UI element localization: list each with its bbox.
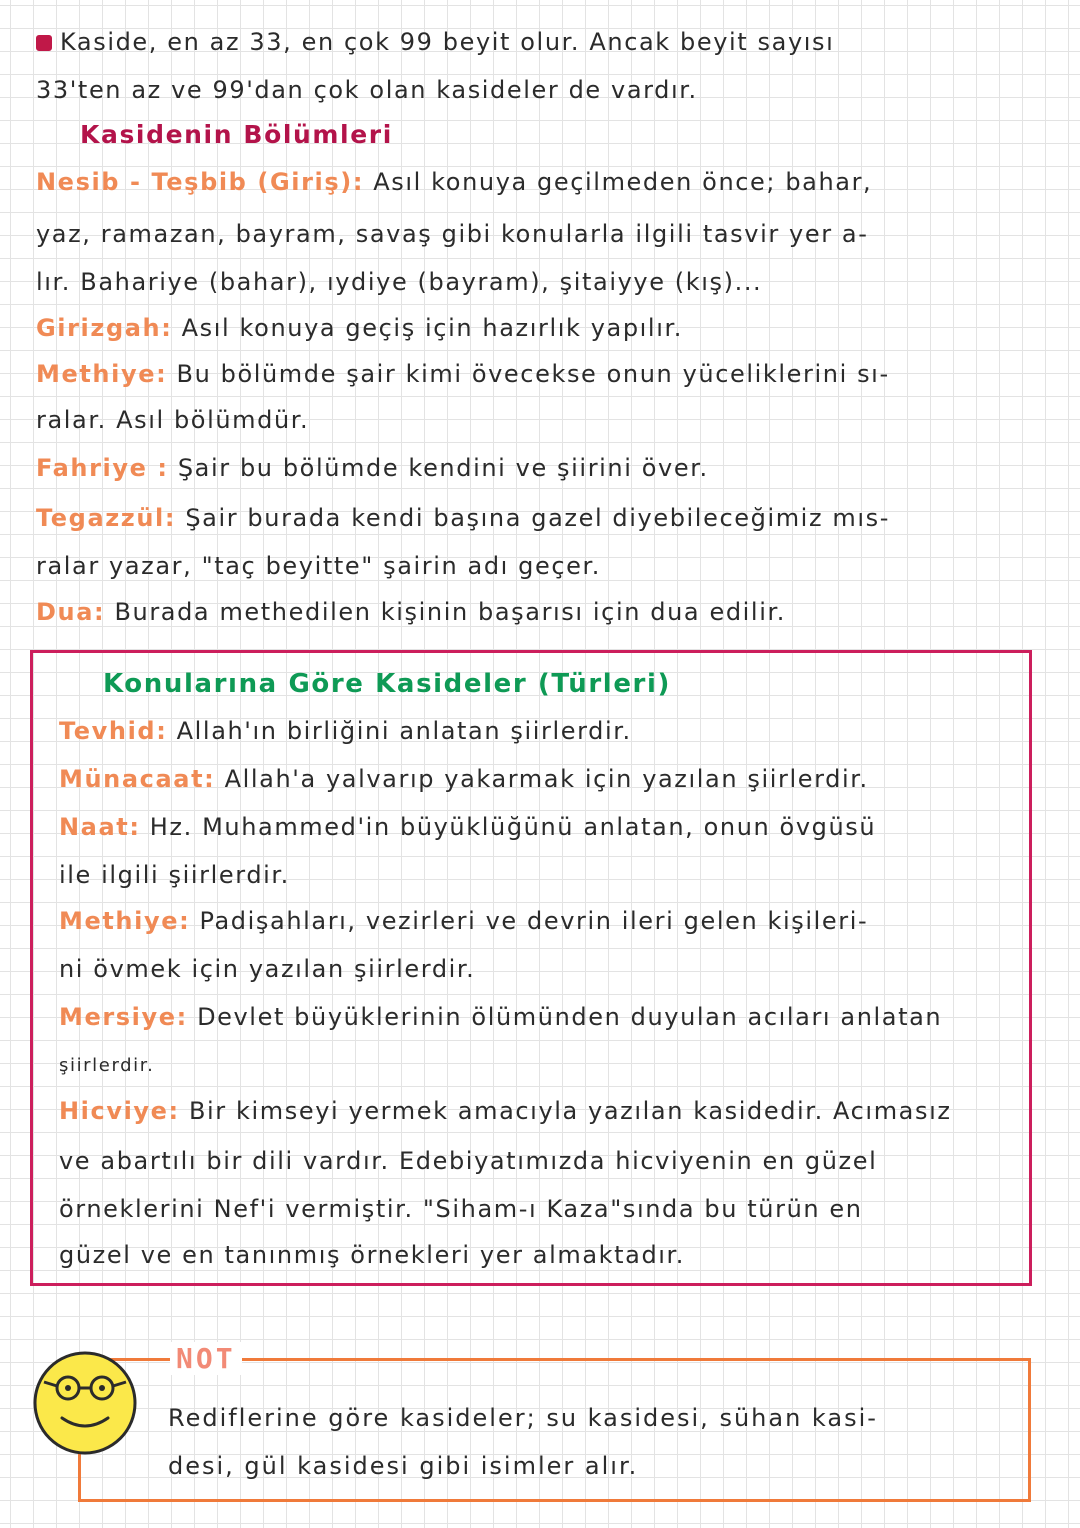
type-naat-line-1	[59, 815, 876, 839]
section-fahriye-term: Fahriye :	[36, 454, 169, 482]
type-tevhid-term: Tevhid:	[59, 717, 168, 745]
type-mersiye-text-1: Devlet büyüklerinin ölümünden duyulan acıları anlatan	[197, 1003, 943, 1031]
section-girizgah	[36, 316, 683, 340]
type-hicviye-line-1	[59, 1099, 952, 1123]
type-munacaat-term: Münacaat:	[59, 765, 216, 793]
section-tegazzul-term: Tegazzül:	[36, 504, 177, 532]
bullet-icon	[36, 35, 52, 51]
intro-line-2: 33'ten az ve 99'dan çok olan kasideler de vardır.	[36, 76, 698, 104]
type-munacaat	[59, 767, 869, 791]
section-tegazzul-line-2: ralar yazar, "taç beyitte" şairin adı geçer.	[36, 552, 602, 580]
type-naat-text-1: Hz. Muhammed'in büyüklüğünü anlatan, onun övgüsü	[149, 813, 877, 841]
type-tevhid	[59, 719, 632, 743]
type-methiye-line-2: ni övmek için yazılan şiirlerdir.	[59, 955, 476, 983]
section-dua	[36, 600, 786, 624]
type-mersiye-line-2: şiirlerdir.	[59, 1055, 155, 1076]
section-nesib-term: Nesib - Teşbib (Giriş):	[36, 168, 365, 196]
type-hicviye-line-3: örneklerini Nef'i vermiştir. "Siham-ı Kaza"sında bu türün en	[59, 1195, 863, 1223]
section-fahriye	[36, 456, 709, 480]
types-heading: Konularına Göre Kasideler (Türleri)	[103, 669, 671, 699]
type-munacaat-text: Allah'a yalvarıp yakarmak için yazılan şiirlerdir.	[224, 765, 869, 793]
smiley-icon	[30, 1348, 140, 1458]
type-methiye-line-1	[59, 909, 868, 933]
section-tegazzul-line-1	[36, 506, 890, 530]
section-nesib-text-1: Asıl konuya geçilmeden önce; bahar,	[373, 168, 873, 196]
note-label: NOT	[170, 1342, 242, 1375]
type-naat-line-2: ile ilgili şiirlerdir.	[59, 861, 290, 889]
type-naat-term: Naat:	[59, 813, 141, 841]
section-nesib-line-2: yaz, ramazan, bayram, savaş gibi konularla ilgili tasvir yer a-	[36, 220, 869, 248]
intro-text-1: Kaside, en az 33, en çok 99 beyit olur. Ancak beyit sayısı	[60, 28, 835, 56]
section-methiye-line-1	[36, 362, 890, 386]
section-dua-term: Dua:	[36, 598, 106, 626]
types-box	[30, 650, 1032, 1286]
type-tevhid-text: Allah'ın birliğini anlatan şiirlerdir.	[176, 717, 632, 745]
section-girizgah-term: Girizgah:	[36, 314, 173, 342]
type-hicviye-line-2: ve abartılı bir dili vardır. Edebiyatımızda hicviyenin en güzel	[59, 1147, 878, 1175]
section-methiye-line-2: ralar. Asıl bölümdür.	[36, 406, 310, 434]
section-nesib-line-3: lır. Bahariye (bahar), ıydiye (bayram), şitaiyye (kış)...	[36, 268, 763, 296]
type-methiye-text-1: Padişahları, vezirleri ve devrin ileri gelen kişileri-	[199, 907, 869, 935]
section-methiye-term: Methiye:	[36, 360, 168, 388]
type-hicviye-line-4: güzel ve en tanınmış örnekleri yer almaktadır.	[59, 1241, 686, 1269]
section-nesib-line-1	[36, 170, 872, 194]
section-tegazzul-text-1: Şair burada kendi başına gazel diyebileceğimiz mıs-	[185, 504, 890, 532]
type-hicviye-text-1: Bir kimseyi yermek amacıyla yazılan kasidedir. Acımasız	[188, 1097, 952, 1125]
section-methiye-text-1: Bu bölümde şair kimi övecekse onun yüceliklerini sı-	[176, 360, 890, 388]
section-dua-text: Burada methedilen kişinin başarısı için dua edilir.	[114, 598, 786, 626]
type-hicviye-term: Hicviye:	[59, 1097, 180, 1125]
section-girizgah-text: Asıl konuya geçiş için hazırlık yapılır.	[181, 314, 683, 342]
sections-heading: Kasidenin Bölümleri	[80, 120, 393, 149]
note-line-1: Rediflerine göre kasideler; su kasidesi, sühan kasi-	[168, 1404, 878, 1432]
type-mersiye-line-1	[59, 1005, 942, 1029]
type-mersiye-term: Mersiye:	[59, 1003, 188, 1031]
section-fahriye-text: Şair bu bölümde kendini ve şiirini över.	[177, 454, 709, 482]
note-line-2: desi, gül kasidesi gibi isimler alır.	[168, 1452, 639, 1480]
type-methiye-term: Methiye:	[59, 907, 191, 935]
intro-line-1	[36, 30, 834, 54]
